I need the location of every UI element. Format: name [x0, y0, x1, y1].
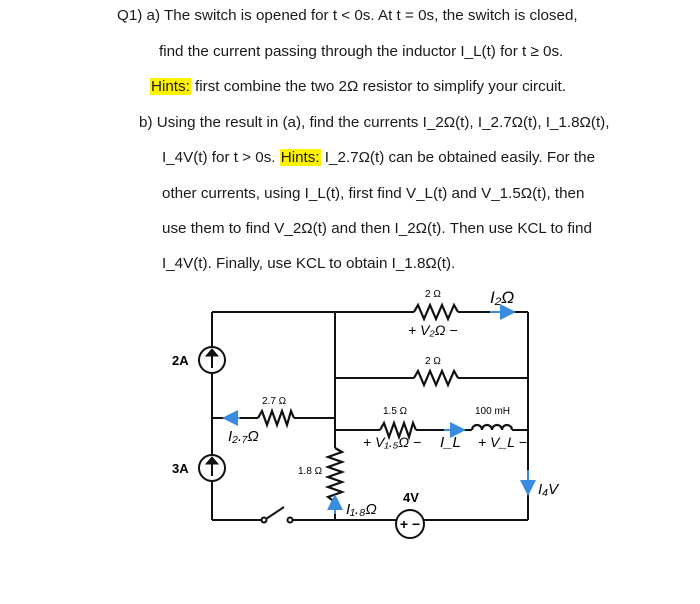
- label-i-l: I_L: [440, 434, 461, 451]
- inductor-coil: [472, 425, 512, 430]
- hint-label: Hints:: [280, 149, 320, 166]
- part-a-line-2: find the current passing through the inductor I_L(t) for t ≥ 0s.: [159, 43, 564, 60]
- part-b-line-1: b) Using the result in (a), find the currents I_2Ω(t), I_2.7Ω(t), I_1.8Ω(t),: [139, 114, 610, 131]
- label-r-1-8: 1.8 Ω: [298, 466, 323, 477]
- label-i-1-8ohm: I₁.₈Ω: [346, 501, 377, 518]
- part-b-line-3: other currents, using I_L(t), first find V_L(t) and V_1.5Ω(t), then: [162, 185, 585, 202]
- label-v-2ohm: + V₂Ω −: [408, 322, 458, 338]
- switch-blade: [266, 507, 284, 519]
- switch-right-contact: [288, 518, 293, 523]
- label-i-2-7ohm: I₂.₇Ω: [228, 428, 259, 445]
- label-v-l: + V_L −: [478, 434, 527, 450]
- label-i-4v: I₄V: [538, 481, 559, 498]
- part-a-line-1: Q1) a) The switch is opened for t < 0s. At t = 0s, the switch is closed,: [117, 7, 578, 24]
- voltage-source-plus-minus: + −: [399, 516, 421, 532]
- part-b-line-2-pre: I_4V(t) for t > 0s.: [162, 149, 280, 166]
- hint-text: first combine the two 2Ω resistor to simplify your circuit.: [190, 78, 566, 95]
- resistor-2-7ohm: [258, 411, 294, 425]
- label-v-source: 4V: [403, 490, 419, 505]
- label-r-2-mid: 2 Ω: [425, 356, 441, 367]
- resistor-2ohm-top: [414, 305, 458, 319]
- label-r-2-7: 2.7 Ω: [262, 396, 287, 407]
- label-v-1-5ohm: + V₁.₅Ω −: [363, 434, 422, 450]
- resistor-1-8ohm: [328, 448, 342, 502]
- label-source-2a: 2A: [172, 353, 189, 368]
- hint-label: Hints:: [151, 78, 190, 95]
- label-source-3a: 3A: [172, 461, 189, 476]
- part-b-line-5: I_4V(t). Finally, use KCL to obtain I_1.8Ω(t).: [162, 255, 456, 272]
- part-b-line-4: use them to find V_2Ω(t) and then I_2Ω(t). Then use KCL to find: [162, 220, 592, 237]
- label-inductor: 100 mH: [475, 406, 511, 417]
- label-r-1-5: 1.5 Ω: [383, 406, 408, 417]
- resistor-2ohm-mid: [414, 371, 458, 385]
- label-i-2ohm: I₂Ω: [490, 288, 515, 307]
- label-r-2-top: 2 Ω: [425, 289, 441, 300]
- part-b-line-2-post: I_2.7Ω(t) can be obtained easily. For the: [320, 149, 596, 166]
